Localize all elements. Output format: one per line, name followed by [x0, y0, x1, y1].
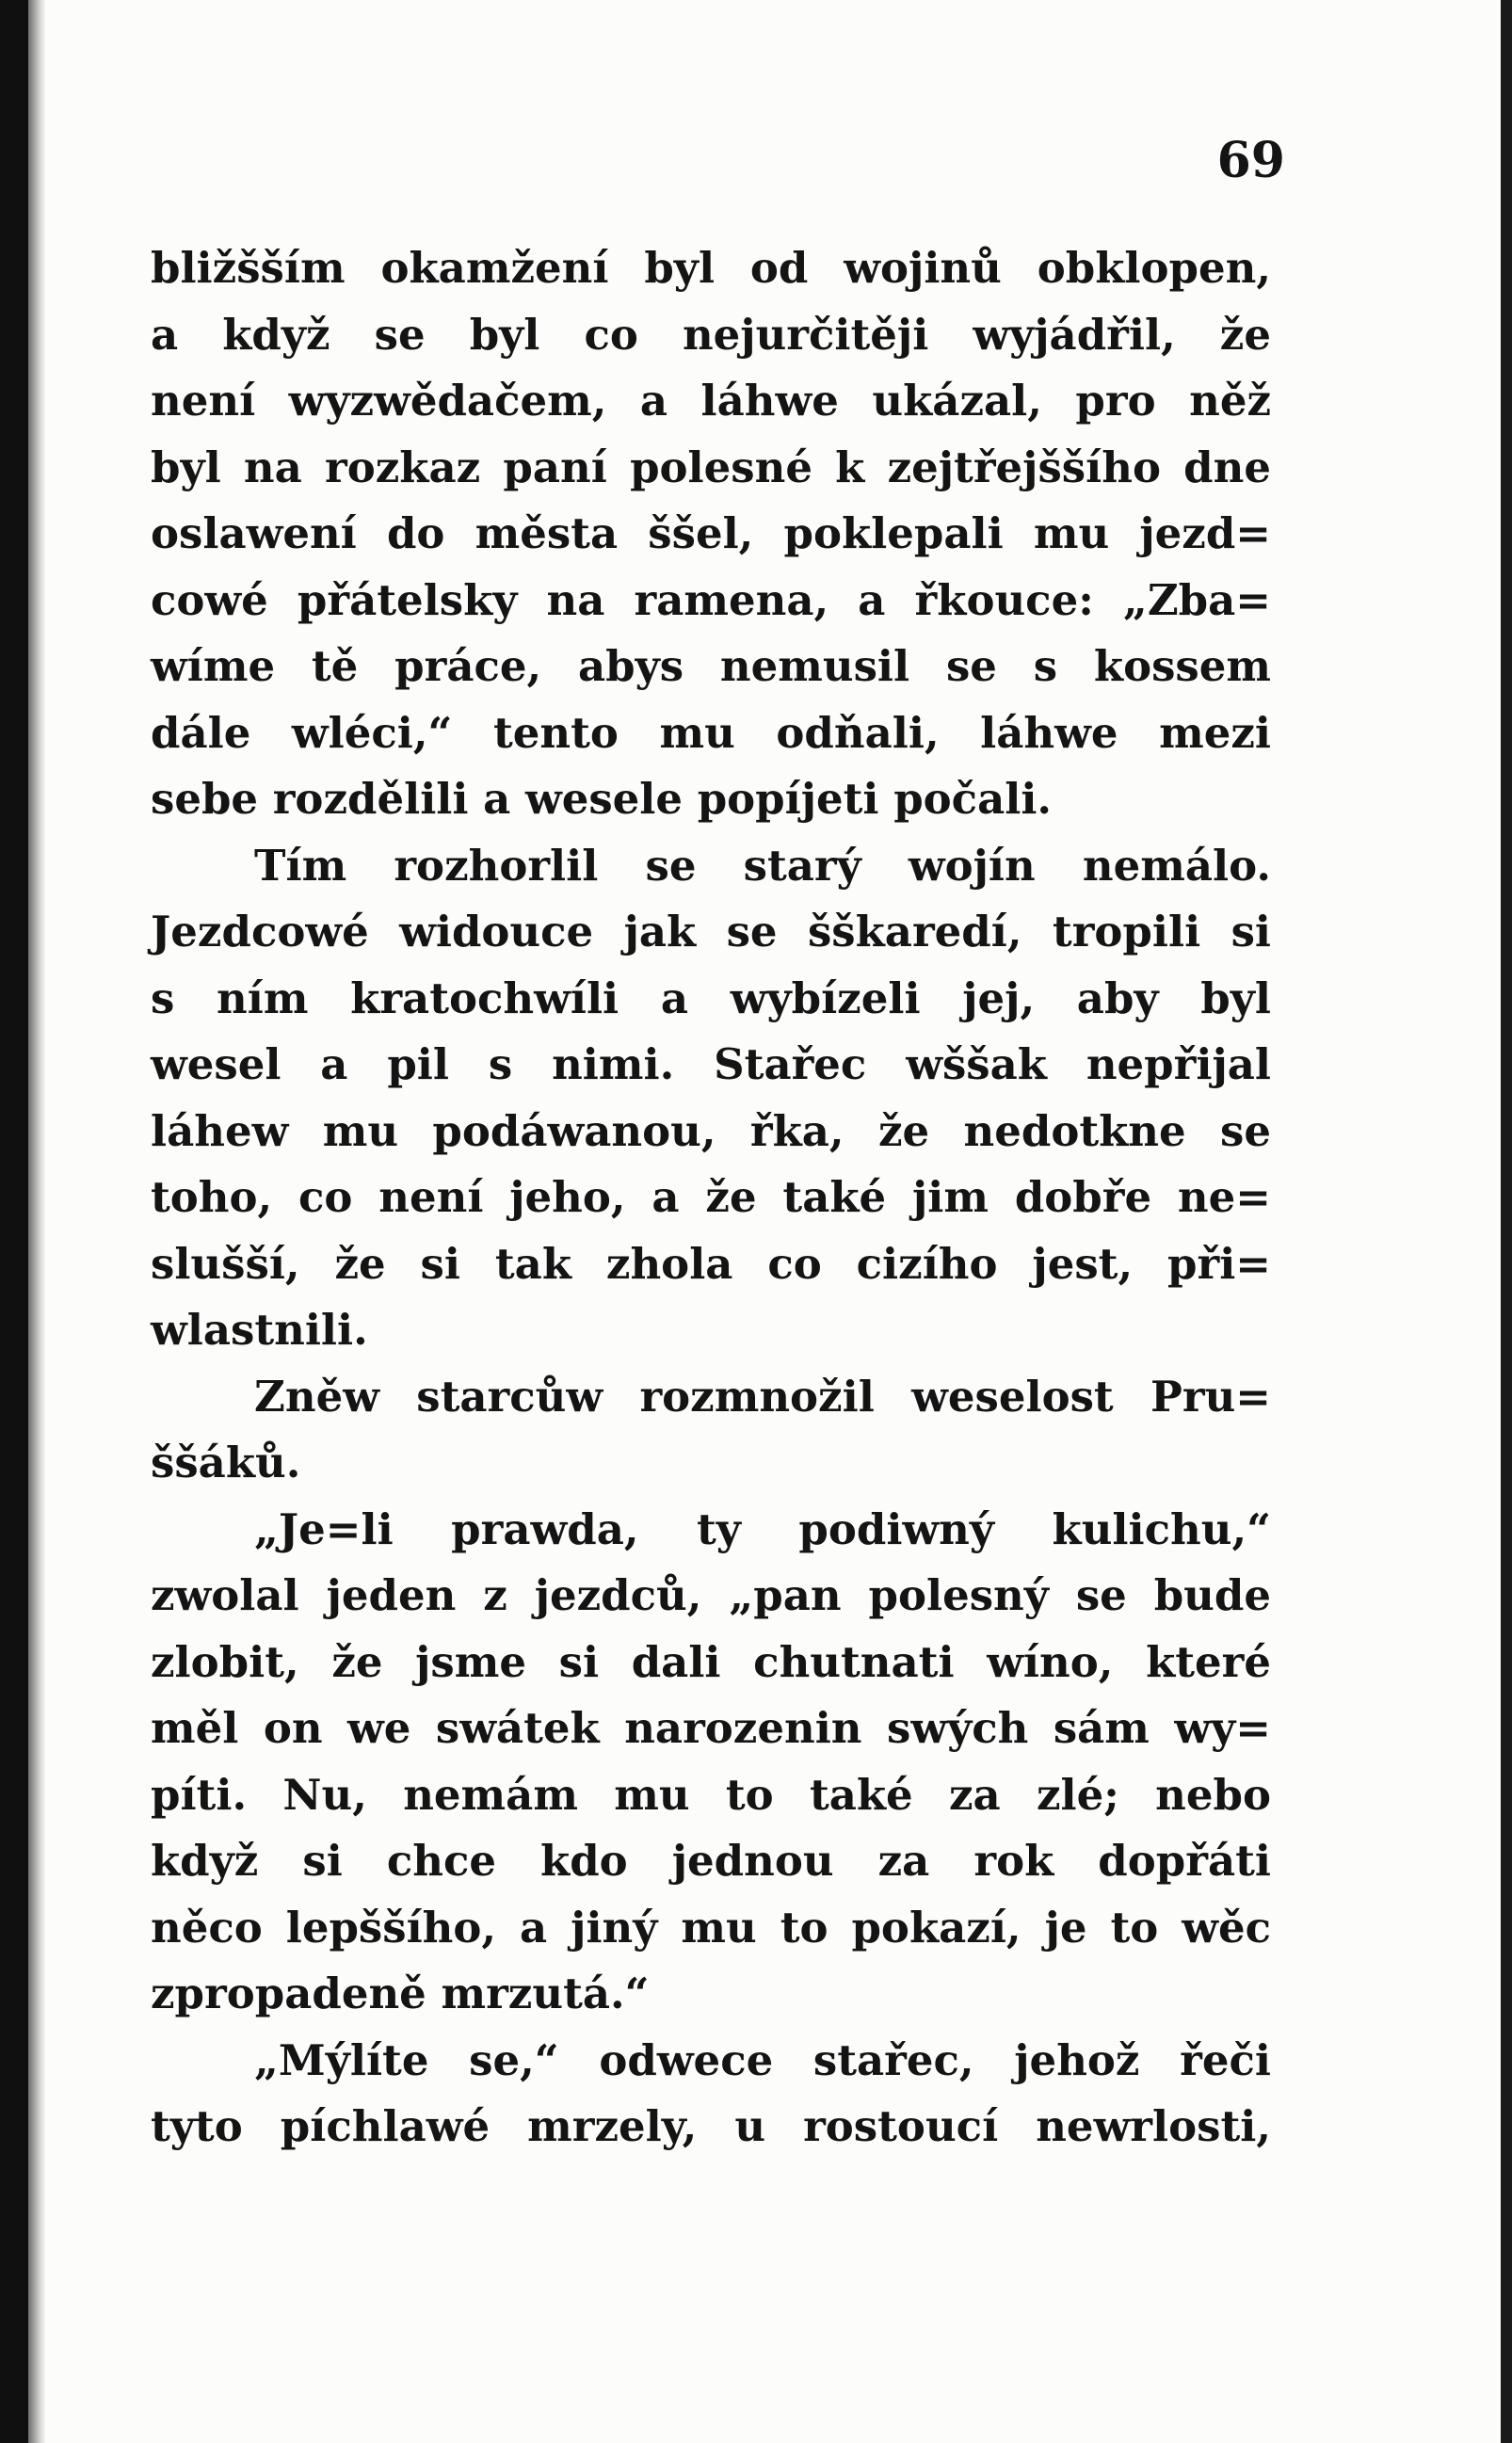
text-line: wesel a pil s nimi. Stařec wššak nepřijal [151, 1039, 1271, 1089]
text-line: něco lepššího, a jiný mu to pokazí, je to wěc [151, 1902, 1271, 1953]
text-line: wlastnili. [151, 1305, 368, 1355]
text-line: „Mýlíte se,“ odwece stařec, jehož řeči [254, 2034, 1271, 2085]
text-line: toho, co není jeho, a že také jim dobře ne= [151, 1172, 1271, 1222]
text-line: dále wléci,“ tento mu odňali, láhwe mezi [151, 707, 1271, 758]
text-line: sebe rozdělili a wesele popíjeti počali. [151, 774, 1053, 824]
page-number: 69 [1216, 132, 1285, 189]
text-line: zpropadeně mrzutá.“ [151, 1969, 650, 2018]
text-line: Zněw starcůw rozmnožil weselost Pru= [254, 1371, 1271, 1422]
text-line: Tím rozhorlil se starý wojín nemálo. [254, 840, 1271, 891]
text-line: byl na rozkaz paní polesné k zejtřejššího dne [151, 442, 1271, 492]
text-line: zwolal jeden z jezdců, „pan polesný se bude [151, 1570, 1271, 1620]
text-line: wíme tě práce, abys nemusil se s kossem [151, 641, 1271, 691]
text-line: ššáků. [151, 1438, 301, 1487]
text-line: s ním kratochwíli a wybízeli jej, aby byl [151, 972, 1271, 1023]
text-line: zlobit, že jsme si dali chutnati wíno, které [151, 1636, 1271, 1687]
text-line: bližšším okamžení byl od wojinů obklopen, [151, 243, 1271, 293]
page-right-edge [1501, 0, 1512, 2443]
text-line: měl on we swátek narozenin swých sám wy= [151, 1703, 1271, 1753]
text-line: tyto píchlawé mrzely, u rostoucí newrlosti, [151, 2101, 1271, 2151]
text-line: není wyzwědačem, a láhwe ukázal, pro něž [151, 376, 1271, 426]
text-line: Jezdcowé widouce jak se šškaredí, tropili si [151, 907, 1271, 956]
text-line: láhew mu podáwanou, řka, že nedotkne se [151, 1105, 1271, 1156]
text-line: „Je=li prawda, ty podiwný kulichu,“ [254, 1503, 1271, 1554]
text-line: píti. Nu, nemám mu to také za zlé; nebo [151, 1769, 1271, 1820]
page-gutter-shadow [28, 0, 45, 2443]
text-line: když si chce kdo jednou za rok dopřáti [151, 1836, 1271, 1886]
text-line: slušší, že si tak zhola co cizího jest, při= [151, 1238, 1271, 1289]
text-line: a když se byl co nejurčitěji wyjádřil, že [151, 309, 1271, 360]
text-line: oslawení do města ššel, poklepali mu jezd= [151, 508, 1271, 558]
text-line: cowé přátelsky na ramena, a řkouce: „Zba= [151, 574, 1271, 625]
body-text [151, 235, 1271, 2161]
page-left-edge [0, 0, 28, 2443]
